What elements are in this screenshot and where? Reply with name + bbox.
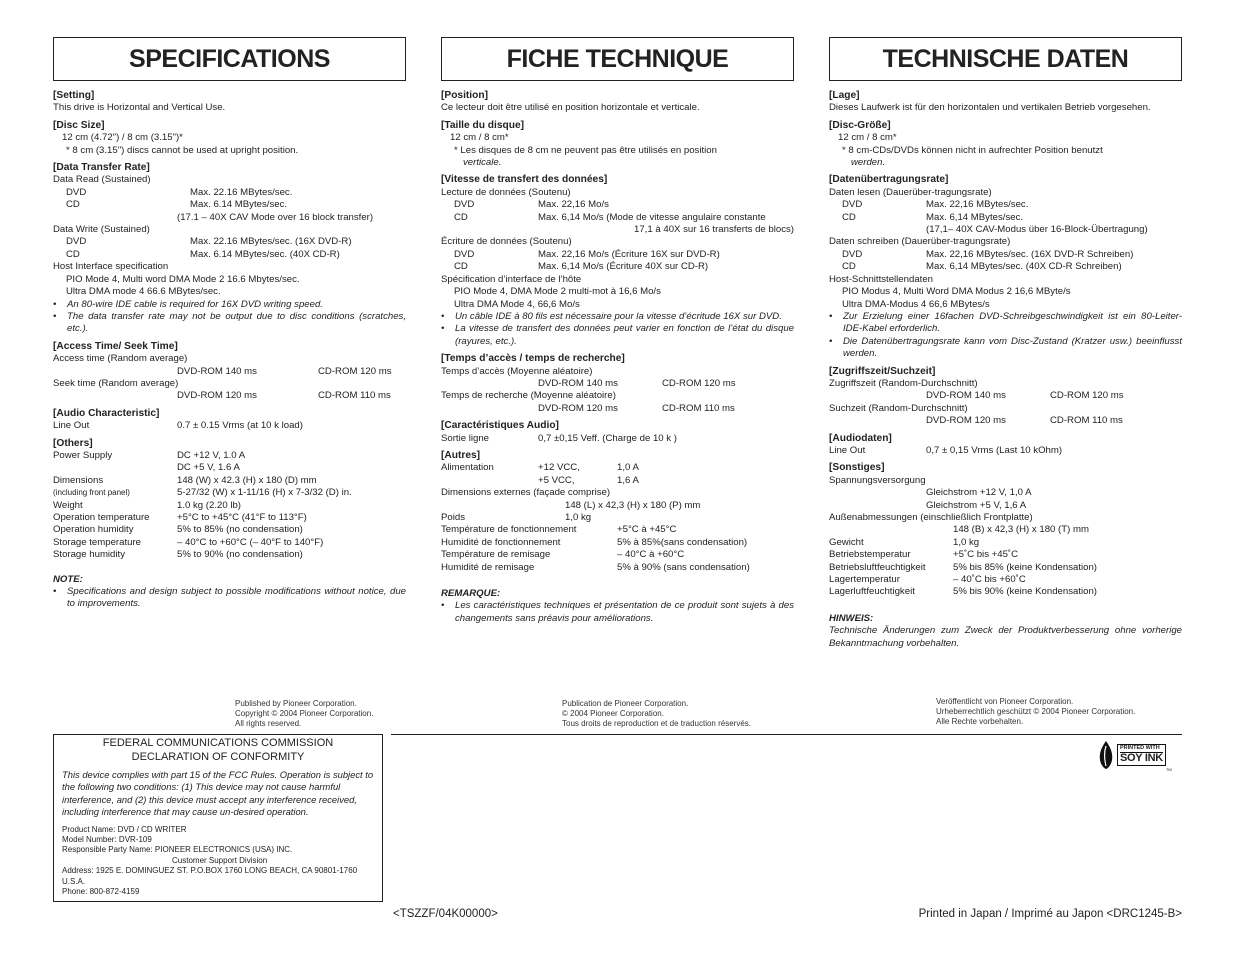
spec-text: Data Read (Sustained) (53, 174, 151, 186)
spec-text: Ce lecteur doit être utilisé en position horizontale et verticale. (441, 102, 700, 114)
spec-value: 17,1 à 40X sur 16 transferts de blocs) (634, 224, 794, 236)
spec-value: +12 VCC, (538, 462, 580, 474)
spec-text: 12 cm / 8 cm* (450, 132, 509, 144)
section-heading: [Access Time/ Seek Time] (53, 340, 178, 352)
section-heading: [Setting] (53, 90, 95, 101)
spec-value: Max. 6.14 MBytes/sec. (190, 199, 288, 211)
note-text: Technische Änderungen zum Zweck der Produktverbesserung ohne vorherige Bekanntmachung vorbehalten. (829, 625, 1182, 649)
spec-text: Dieses Laufwerk ist für den horizontalen und vertikalen Betrieb vorgesehen. (829, 102, 1151, 114)
spec-value: Max. 22.16 MBytes/sec. (16X DVD-R) (190, 236, 352, 248)
spec-label: Sortie ligne (441, 432, 489, 444)
fcc-declaration-box (53, 734, 383, 902)
spec-value: +5°C à +45°C (617, 524, 677, 536)
note-heading: NOTE: (53, 573, 83, 585)
spec-value: CD-ROM 120 ms (662, 377, 736, 389)
spec-label: CD (454, 261, 468, 273)
soybean-icon (1097, 740, 1115, 770)
spec-label: Power Supply (53, 449, 113, 461)
spec-value: DC +12 V, 1.0 A (177, 449, 246, 461)
spec-label: Außenabmessungen (einschließlich Frontplatte) (829, 512, 1033, 523)
bullet-note: • An 80-wire IDE cable is required for 16X DVD writing speed. (53, 298, 323, 310)
section-heading: [Vitesse de transfert des données] (441, 174, 608, 186)
spec-text: PIO Mode 4, DMA Mode 2 multi-mot à 16,6 Mo/s (454, 286, 661, 298)
spec-value: Max. 6,14 MBytes/sec. (926, 211, 1024, 223)
spec-value: – 40°C to +60°C (– 40°F to 140°F) (177, 536, 324, 548)
spec-value: DC +5 V, 1.6 A (177, 462, 240, 474)
spec-value: – 40˚C bis +60˚C (953, 574, 1026, 586)
bullet-note: • Zur Erzielung einer 16fachen DVD-Schreibgeschwindigkeit ist ein 80-Leiter-IDE-Kabel erforderlich. (829, 310, 1182, 335)
spec-value: DVD-ROM 140 ms (538, 377, 618, 389)
spec-value: CD-ROM 120 ms (318, 365, 392, 377)
spec-label: DVD (842, 248, 863, 260)
note-heading: HINWEIS: (829, 612, 874, 624)
spec-value: 5% à 90% (sans condensation) (617, 561, 750, 573)
spec-value: DVD-ROM 140 ms (177, 365, 257, 377)
spec-text: Ultra DMA mode 4 66.6 MBytes/sec. (66, 286, 221, 298)
spec-value: 5-27/32 (W) x 1-11/16 (H) x 7-3/32 (D) in. (177, 487, 352, 499)
spec-value: 0.7 ± 0.15 Vrms (at 10 k load) (177, 420, 303, 432)
technische-daten-column (829, 37, 1182, 650)
spec-value: 5% to 85% (no condensation) (177, 524, 303, 536)
section-heading: [Taille du disque] (441, 119, 525, 131)
spec-text: 12 cm (4.72") / 8 cm (3.15")* (62, 132, 183, 144)
spec-label: Weight (53, 499, 83, 511)
spec-label: Line Out (53, 420, 90, 432)
spec-value: Max. 6,14 Mo/s (Mode de vitesse angulaire constante (538, 211, 766, 223)
spec-value: 5% bis 85% (keine Kondensation) (953, 561, 1097, 573)
spec-value: Max. 6.14 MBytes/sec. (40X CD-R) (190, 248, 340, 260)
spec-text: Daten lesen (Dauerüber-tragungsrate) (829, 186, 992, 198)
section-heading: [Caractéristiques Audio] (441, 420, 559, 432)
spec-label: CD (842, 261, 856, 273)
spec-value: 1,0 A (617, 462, 639, 474)
spec-value: +5°C to +45°C (41°F to 113°F) (177, 512, 307, 523)
bullet-icon: • (53, 298, 57, 310)
spec-label: Lagerluftfeuchtigkeit (829, 586, 915, 598)
spec-label: Betriebstemperatur (829, 549, 911, 561)
bullet-note: • Die Datenübertragungsrate kann vom Disc-Zustand (Kratzer usw.) beeinflusst werden. (829, 335, 1182, 360)
spec-label: Gewicht (829, 536, 864, 548)
section-heading: [Data Transfer Rate] (53, 162, 150, 174)
spec-value: Max. 6,14 Mo/s (Écriture 40X sur CD-R) (538, 261, 709, 273)
spec-value: Max. 22,16 MBytes/sec. (16X DVD-R Schreiben) (926, 248, 1134, 260)
spec-text: PIO Modus 4, Multi Word DMA Modus 2 16,6 MByte/s (842, 286, 1071, 298)
spec-value: Max. 22,16 MBytes/sec. (926, 199, 1029, 211)
section-heading: [Disc Size] (53, 119, 105, 131)
fiche-technique-column (441, 37, 794, 625)
specifications-title: SPECIFICATIONS (53, 37, 406, 81)
spec-value: CD-ROM 120 ms (1050, 390, 1124, 402)
spec-label: Lagertemperatur (829, 574, 900, 586)
bullet-icon: • (53, 586, 57, 598)
spec-label: Alimentation (441, 462, 494, 474)
soy-ink-logo: PRINTED WITH SOY INK TM (1097, 738, 1177, 772)
bullet-note: • Specifications and design subject to possible modifications without notice, due to improvements. (53, 586, 406, 610)
fcc-product-info: Product Name: DVD / CD WRITER Model Number: DVR-109 Responsible Party Name: PIONEER ELECTRONICS (USA) INC. Customer Support Division Address: 1925 E. DOMINGUEZ ST. P.O.BOX 1760 LONG BEACH, CA 90801-1760 U.S.A. Phone: 800-872-4159 (62, 824, 358, 897)
spec-text: Host-Schnittstellendaten (829, 273, 933, 285)
bullet-icon: • (441, 310, 445, 322)
spec-label: Température de fonctionnement (441, 524, 577, 536)
spec-label: DVD (842, 199, 863, 211)
spec-label: Operation humidity (53, 524, 134, 536)
spec-value: 148 (W) x 42.3 (H) x 180 (D) mm (177, 474, 317, 486)
spec-label: DVD (66, 236, 87, 248)
bullet-icon: • (829, 335, 833, 347)
spec-label: (including front panel) (53, 488, 130, 498)
spec-text: Temps de recherche (Moyenne aléatoire) (441, 390, 616, 402)
section-heading: [Zugriffszeit/Suchzeit] (829, 365, 936, 377)
spec-value: CD-ROM 110 ms (318, 390, 391, 402)
spec-text: Écriture de données (Soutenu) (441, 236, 572, 248)
section-heading: [Lage] (829, 90, 860, 101)
printed-in-japan: Printed in Japan / Imprimé au Japon <DRC1245-B> (918, 908, 1182, 920)
section-heading: [Autres] (441, 449, 481, 461)
spec-value: CD-ROM 110 ms (1050, 415, 1123, 427)
spec-value: 148 (B) x 42,3 (H) x 180 (T) mm (953, 524, 1089, 536)
spec-label: Storage temperature (53, 536, 141, 548)
note-heading: REMARQUE: (441, 588, 501, 600)
spec-value: 0,7 ± 0,15 Vrms (Last 10 kOhm) (926, 444, 1063, 456)
spec-value: 1,0 kg (565, 512, 592, 523)
spec-text: This drive is Horizontal and Vertical Use. (53, 102, 226, 114)
spec-footnote: werden. (851, 157, 886, 169)
spec-label: CD (66, 199, 80, 211)
spec-footnote: * Les disques de 8 cm ne peuvent pas être utilisés en position (454, 144, 717, 156)
section-heading: [Temps d’accès / temps de recherche] (441, 353, 625, 365)
spec-value: CD-ROM 110 ms (662, 402, 735, 414)
spec-value: 5% à 85%(sans condensation) (617, 536, 748, 548)
spec-label: DVD (454, 199, 475, 211)
bullet-icon: • (53, 310, 57, 322)
spec-label: DVD (454, 248, 475, 260)
section-heading: [Sonstiges] (829, 462, 885, 474)
spec-text: PIO Mode 4, Multi word DMA Mode 2 16.6 Mbytes/sec. (66, 273, 300, 285)
spec-text: Ultra DMA Mode 4, 66,6 Mo/s (454, 298, 580, 310)
publisher-en: Published by Pioneer Corporation. Copyright © 2004 Pioneer Corporation. All rights reserved. (235, 699, 374, 729)
spec-text: Seek time (Random average) (53, 377, 179, 389)
spec-text: Lecture de données (Soutenu) (441, 186, 571, 198)
bullet-icon: • (441, 600, 445, 612)
spec-text: Access time (Random average) (53, 353, 188, 365)
spec-value: 148 (L) x 42,3 (H) x 180 (P) mm (565, 499, 701, 511)
divider-line (391, 734, 1182, 735)
spec-value: – 40°C à +60°C (617, 549, 685, 561)
spec-footnote: verticale. (463, 157, 502, 169)
technische-daten-title: TECHNISCHE DATEN (829, 37, 1182, 81)
spec-value: Gleichstrom +12 V, 1,0 A (926, 487, 1032, 499)
publisher-de: Veröffentlicht von Pioneer Corporation. Urheberrechtlich geschützt © 2004 Pioneer Corporation. Alle Rechte vorbehalten. (936, 697, 1136, 727)
bullet-note: • La vitesse de transfert des données peut varier en fonction de l’état du disque (rayures, etc.). (441, 323, 794, 347)
section-heading: [Disc-Größe] (829, 119, 891, 131)
spec-value: +5˚C bis +45˚C (953, 549, 1019, 561)
spec-value: 5% bis 90% (keine Kondensation) (953, 586, 1097, 598)
spec-value: 0,7 ±0,15 Veff. (Charge de 10 k ) (538, 432, 677, 444)
section-heading: [Audiodaten] (829, 432, 892, 444)
spec-label: CD (454, 211, 468, 223)
spec-text: Ultra DMA-Modus 4 66,6 MBytes/s (842, 298, 990, 310)
spec-value: Max. 22,16 Mo/s (Écriture 16X sur DVD-R) (538, 248, 720, 260)
spec-value: (17,1– 40X CAV-Modus über 16-Block-Übertragung) (926, 224, 1148, 236)
bullet-note: • Les caractéristiques techniques et présentation de ce produit sont sujets à des changements sans préavis pour améliorations. (441, 600, 794, 624)
spec-text: Zugriffszeit (Random-Durchschnitt) (829, 377, 978, 389)
fcc-subtitle: DECLARATION OF CONFORMITY (131, 750, 305, 763)
document-code: <TSZZF/04K00000> (393, 908, 498, 920)
spec-text: Suchzeit (Random-Durchschnitt) (829, 402, 968, 414)
spec-footnote: * 8 cm (3.15") discs cannot be used at upright position. (66, 144, 299, 156)
spec-value: (17.1 – 40X CAV Mode over 16 block transfer) (177, 211, 374, 223)
spec-value: +5 VCC, (538, 474, 575, 486)
spec-value: DVD-ROM 140 ms (926, 390, 1006, 402)
soy-ink-label: PRINTED WITH SOY INK (1117, 744, 1166, 766)
bullet-icon: • (829, 310, 833, 322)
spec-label: Poids (441, 512, 465, 523)
spec-text: 12 cm / 8 cm* (838, 132, 897, 144)
section-heading: [Position] (441, 90, 488, 101)
publisher-fr: Publication de Pioneer Corporation. © 2004 Pioneer Corporation. Tous droits de reproduction et de traduction réservés. (562, 699, 751, 729)
spec-value: Max. 22,16 Mo/s (538, 199, 609, 211)
spec-text: Data Write (Sustained) (53, 224, 150, 236)
fcc-title: FEDERAL COMMUNICATIONS COMMISSION (102, 737, 334, 749)
fcc-statement: This device complies with part 15 of the FCC Rules. Operation is subject to the following two conditions: (1) This device may not cause harmful interference, and (2) this device must accept any interference received, including interference that may cause un-desired operation. (62, 769, 374, 818)
spec-label: Storage humidity (53, 549, 125, 561)
spec-text: Spécification d’interface de l’hôte (441, 273, 582, 285)
spec-footnote: * 8 cm-CDs/DVDs können nicht in aufrechter Position benutzt (842, 144, 1103, 156)
spec-value: DVD-ROM 120 ms (177, 390, 257, 402)
spec-text: Host Interface specification (53, 261, 169, 273)
section-heading: [Audio Characteristic] (53, 407, 160, 419)
spec-label: Betriebsluftfeuchtigkeit (829, 561, 926, 573)
spec-label: Température de remisage (441, 549, 551, 561)
bullet-note: • The data transfer rate may not be output due to disc conditions (scratches, etc.). (53, 310, 406, 335)
spec-label: Line Out (829, 444, 866, 456)
spec-text: Daten schreiben (Dauerüber-tragungsrate) (829, 236, 1011, 248)
spec-label: Dimensions externes (façade comprise) (441, 487, 611, 499)
spec-value: 5% to 90% (no condensation) (177, 549, 303, 561)
spec-value: Max. 22.16 MBytes/sec. (190, 186, 293, 198)
spec-label: DVD (66, 186, 87, 198)
spec-value: 1.0 kg (2.20 lb) (177, 499, 241, 511)
spec-value: DVD-ROM 120 ms (926, 415, 1006, 427)
spec-label: CD (842, 211, 856, 223)
spec-value: Gleichstrom +5 V, 1,6 A (926, 499, 1027, 511)
spec-label: Dimensions (53, 474, 104, 486)
bullet-icon: • (441, 323, 445, 335)
spec-value: Max. 6,14 MBytes/sec. (40X CD-R Schreiben) (926, 261, 1122, 273)
specifications-column (53, 37, 406, 611)
spec-label: CD (66, 248, 80, 260)
spec-label: Humidité de fonctionnement (441, 536, 561, 548)
bullet-note: • Un câble IDE à 80 fils est nécessaire pour la vitesse d’écritude 16X sur DVD. (441, 310, 782, 322)
spec-label: Humidité de remisage (441, 561, 535, 573)
spec-value: 1,6 A (617, 474, 639, 486)
section-heading: [Datenübertragungsrate] (829, 174, 949, 186)
spec-label: Operation temperature (53, 512, 150, 523)
section-heading: [Others] (53, 437, 93, 449)
fiche-technique-title: FICHE TECHNIQUE (441, 37, 794, 81)
spec-label: Spannungsversorgung (829, 474, 926, 486)
spec-text: Temps d’accès (Moyenne aléatoire) (441, 365, 593, 377)
spec-value: DVD-ROM 120 ms (538, 402, 618, 414)
spec-value: 1,0 kg (953, 536, 980, 548)
